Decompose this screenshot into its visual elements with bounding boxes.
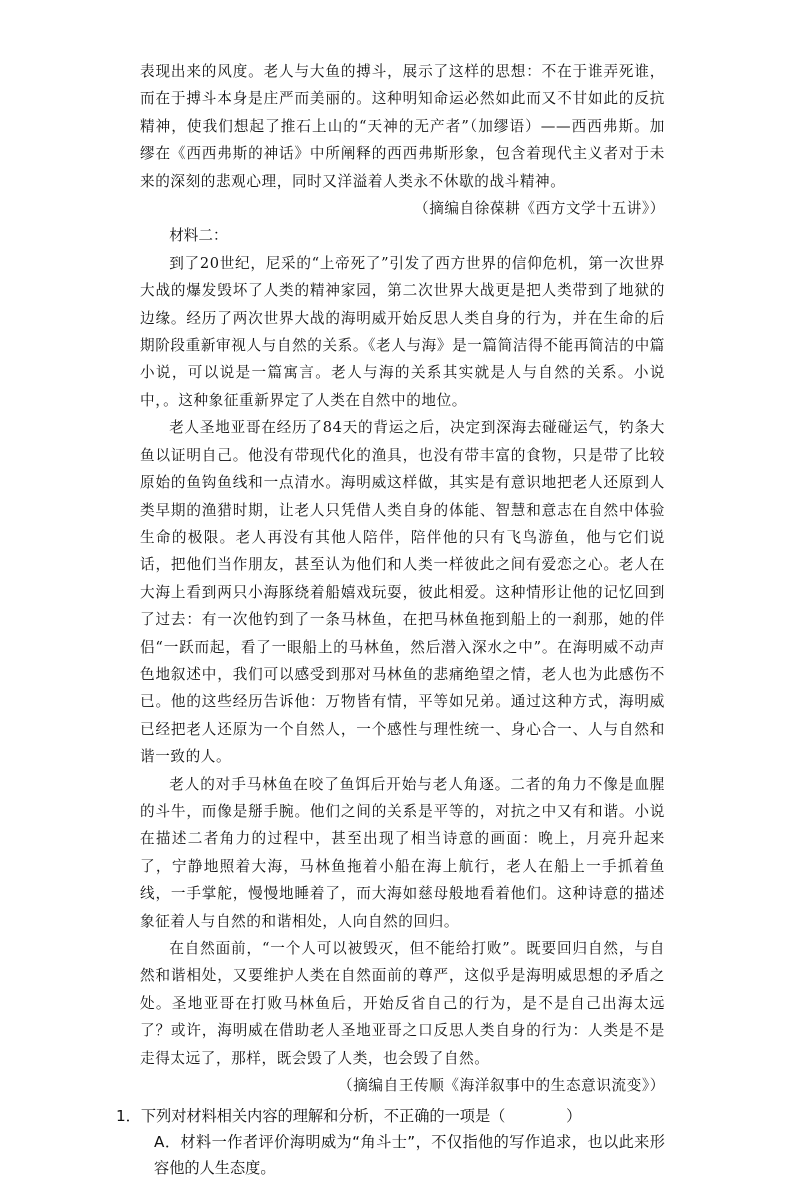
passage-intro: 表现出来的风度。老人与大鱼的搏斗，展示了这样的思想：不在于谁弄死谁，而在于搏斗本身是庄严而美丽的。这种明知命运必然如此而又不甘如此的反抗精神，使我们想起了推石上山的“天神的无产者”（加缪语）——西西弗斯。加缪在《西西弗斯的神话》中所阐释的西西弗斯形象，包含着现代主义者对于未来的深刻的悲观心理，同时又洋溢着人类永不休歇的战斗精神。 bbox=[140, 63, 665, 190]
option-a bbox=[134, 1129, 665, 1181]
question-number: 1． bbox=[116, 1107, 141, 1126]
paragraph-4: 在自然面前，“一个人可以被毁灭，但不能给打败”。既要回归自然，与自然和谐相处，又要维护人类在自然面前的尊严，这似乎是海明威思想的矛盾之处。圣地亚哥在打败马林鱼后，开始反省自己的行为，是不是自己出海太远了？或许，海明威在借助老人圣地亚哥之口反思人类自身的行为：人类是不是走得太远了，那样，既会毁了人类，也会毁了自然。 bbox=[140, 940, 665, 1067]
question-1 bbox=[116, 1103, 665, 1129]
option-a-text: A．材料一作者评价海明威为“角斗士”，不仅指他的写作追求，也以此来形容他的人生态度。 bbox=[154, 1133, 665, 1178]
question-stem: 下列对材料相关内容的理解和分析，不正确的一项是（ ） bbox=[140, 1107, 582, 1126]
paragraph-3: 老人的对手马林鱼在咬了鱼饵后开始与老人角逐。二者的角力不像是血腥的斗牛，而像是掰手腕。他们之间的关系是平等的，对抗之中又有和谐。小说在描述二者角力的过程中，甚至出现了相当诗意的画面：晚上，月亮升起来了，宁静地照着大海，马林鱼拖着小船在海上航行，老人在船上一手抓着鱼线，一手掌舵，慢慢地睡着了，而大海如慈母般地看着他们。这种诗意的描述象征着人与自然的和谐相处，人向自然的回归。 bbox=[140, 775, 665, 930]
paragraph-2: 老人圣地亚哥在经历了84天的背运之后，决定到深海去碰碰运气，钓条大鱼以证明自己。他没有带现代化的渔具，也没有带丰富的食物，只是带了比较原始的鱼钩鱼线和一点清水。海明威这样做，其实是有意识地把老人还原到人类早期的渔猎时期，让老人只凭借人类自身的体能、智慧和意志在自然中体验生命的极限。老人再没有其他人陪伴，陪伴他的只有飞鸟游鱼，他与它们说话，把他们当作朋友，甚至认为他们和人类一样彼此之间有爱恋之心。老人在大海上看到两只小海豚绕着船嬉戏玩耍，彼此相爱。这种情形让他的记忆回到了过去：有一次他钓到了一条马林鱼，在把马林鱼拖到船上的一刹那，她的伴侣“一跃而起，看了一眼船上的马林鱼，然后潜入深水之中”。在海明威不动声色地叙述中，我们可以感受到那对马林鱼的悲痛绝望之情，老人也为此感伤不已。他的这些经历告诉他：万物皆有情，平等如兄弟。通过这种方式，海明威已经把老人还原为一个自然人，一个感性与理性统一、身心合一、人与自然和谐一致的人。 bbox=[140, 419, 665, 766]
source-citation-two: （摘编自王传顺《海洋叙事中的生态意识流变》） bbox=[338, 1077, 665, 1095]
material-two-label: 材料二： bbox=[169, 227, 228, 245]
paragraph-1: 到了20世纪，尼采的“上帝死了”引发了西方世界的信仰危机，第一次世界大战的爆发毁坏了人类的精神家园，第二次世界大战更是把人类带到了地狱的边缘。经历了两次世界大战的海明威开始反思人类自身的行为，并在生命的后期阶段重新审视人与自然的关系。《老人与海》是一篇简洁得不能再简洁的中篇小说，可以说是一篇寓言。老人与海的关系其实就是人与自然的关系。小说中，。这种象征重新界定了人类在自然中的地位。 bbox=[140, 254, 665, 409]
source-citation-one: （摘编自徐葆耕《西方文学十五讲》） bbox=[414, 200, 665, 218]
